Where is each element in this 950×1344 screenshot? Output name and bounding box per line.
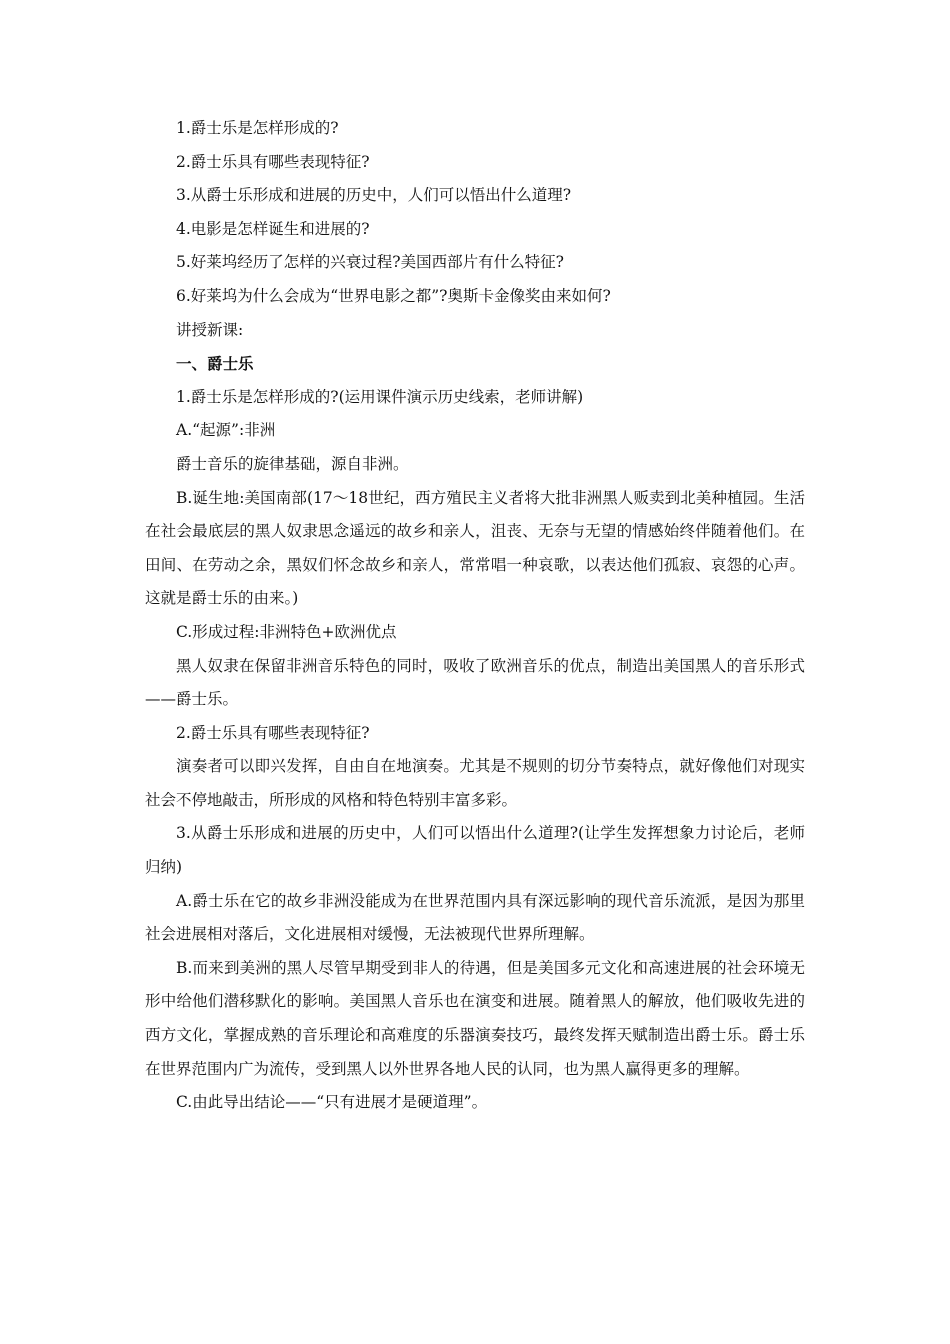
document-body [145,112,805,1120]
paragraph-features: 演奏者可以即兴发挥，自由自在地演奏。尤其是不规则的切分节奏特点，就好像他们对现实社会不停地敲击，所形成的风格和特色特别丰富多彩。 [145,757,805,809]
subheading-features: 2.爵士乐具有哪些表现特征? [176,723,370,742]
subheading-lessons: 3.从爵士乐形成和进展的历史中，人们可以悟出什么道理?(让学生发挥想象力讨论后，老师归纳) [145,824,805,877]
point-formation-process: C.形成过程:非洲特色+欧洲优点 [176,622,397,641]
paragraph-origin: 爵士音乐的旋律基础，源自非洲。 [176,454,409,473]
new-lesson-label: 讲授新课: [176,320,244,339]
question-3: 3.从爵士乐形成和进展的历史中，人们可以悟出什么道理? [176,186,572,205]
point-lesson-b: B.而来到美洲的黑人尽管早期受到非人的待遇，但是美国多元文化和高速进展的社会环境无形中给他们潜移默化的影响。美国黑人音乐也在演变和进展。随着黑人的解放，他们吸收先进的西方文化，掌握成熟的音乐理论和高难度的乐器演奏技巧，最终发挥天赋制造出爵士乐。爵士乐在世界范围内广为流传，受到黑人以外世界各地人民的认同，也为黑人赢得更多的理解。 [145,958,805,1078]
question-4: 4.电影是怎样诞生和进展的? [176,219,370,238]
point-birthplace: B.诞生地:美国南部(17～18世纪，西方殖民主义者将大批非洲黑人贩卖到北美种植园。生活在社会最底层的黑人奴隶思念遥远的故乡和亲人，沮丧、无奈与无望的情感始终伴随着他们。在田间、在劳动之余，黑奴们怀念故乡和亲人，常常唱一种哀歌，以表达他们孤寂、哀怨的心声。这就是爵士乐的由来。) [145,488,805,608]
point-lesson-c: C.由此导出结论——“只有进展才是硬道理”。 [176,1093,488,1112]
paragraph-formation-process: 黑人奴隶在保留非洲音乐特色的同时，吸收了欧洲音乐的优点，制造出美国黑人的音乐形式——爵士乐。 [145,656,805,709]
question-5: 5.好莱坞经历了怎样的兴衰过程?美国西部片有什么特征? [176,253,564,272]
question-1: 1.爵士乐是怎样形成的? [176,119,339,137]
question-6: 6.好莱坞为什么会成为“世界电影之都”?奥斯卡金像奖由来如何? [176,286,611,305]
section-heading-jazz: 一、爵士乐 [176,354,254,374]
point-origin: A.“起源”:非洲 [176,421,276,440]
question-2: 2.爵士乐具有哪些表现特征? [176,152,370,171]
subheading-formation: 1.爵士乐是怎样形成的?(运用课件演示历史线索，老师讲解) [176,387,584,406]
point-lesson-a: A.爵士乐在它的故乡非洲没能成为在世界范围内具有深远影响的现代音乐流派，是因为那里社会进展相对落后，文化进展相对缓慢，无法被现代世界所理解。 [145,891,805,944]
